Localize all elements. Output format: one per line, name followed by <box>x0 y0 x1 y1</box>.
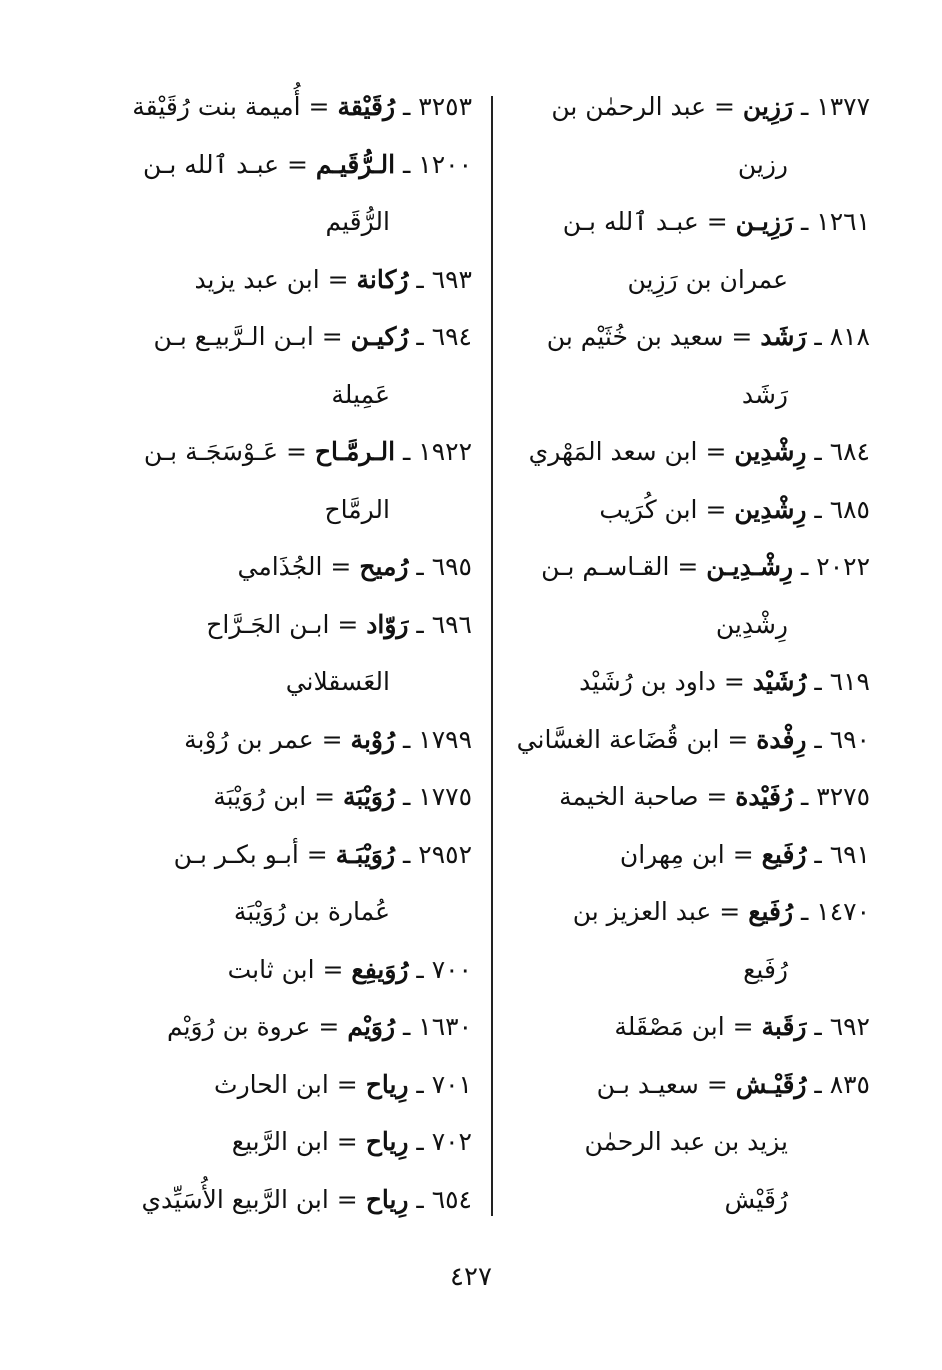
entry-name: رِشْدِين <box>734 494 807 524</box>
entry-number: ٦٩٠ <box>829 724 870 754</box>
entry-number: ١٧٩٩ <box>418 724 472 754</box>
entry-description: ابن عبد يزيد <box>194 264 320 294</box>
entry: ١٧٩٩ ـ رُوْبة = عمر بن رُوْبة <box>184 724 472 754</box>
entry-number: ١٢٦١ <box>816 207 870 236</box>
entry-number: ٧٠٢ <box>431 1127 472 1156</box>
entry-number: ١٢٠٠ <box>418 149 472 179</box>
entry-description: عبـد ٱلله بـن <box>143 149 280 179</box>
entry-number: ١٣٧٧ <box>816 92 870 121</box>
entry: ١٦٣٠ ـ رُوَيْم = عروة بن رُوَيْم <box>166 1012 472 1041</box>
entry-continuation: رَشَد <box>741 379 788 409</box>
entry-continuation: الرمَّاح <box>324 494 390 524</box>
entry-description: صاحبة الخيمة <box>559 782 699 811</box>
entry-description: عبد العزيز بن <box>572 897 712 926</box>
entry-number: ٦٩٥ <box>431 552 472 581</box>
entry-description: ابـن الـرَّبيـع بـن <box>153 322 314 351</box>
entry: ١٩٢٢ ـ الـرمَّـاح = عَـوْسَجَـة بـن الرمَّاح <box>112 423 472 538</box>
entry-description: عبـد ٱلله بـن <box>562 207 699 236</box>
entry-number: ٨٣٥ <box>829 1069 870 1099</box>
entry-continuation: العَسقلاني <box>285 667 390 696</box>
entry: ١٣٧٧ ـ رَزِين = عبد الرحمٰن بن رزين <box>510 78 870 193</box>
entry-description: ابن رُوَيْبَة <box>213 782 307 811</box>
entry: ٨١٨ ـ رَشَد = سعيد بن خُثَيْم بن رَشَد <box>510 308 870 423</box>
entry-description: داود بن رُشَيْد <box>579 667 716 696</box>
entry-number: ٦٩٦ <box>431 609 472 639</box>
entry-name: رَزِين <box>742 92 794 121</box>
entry-name: رُوَيفِع <box>351 954 409 984</box>
entry-number: ٧٠٠ <box>431 954 472 984</box>
entry-number: ٢٩٥٢ <box>418 839 472 869</box>
entry-number: ٦٥٤ <box>431 1184 472 1214</box>
entry-name: رُوْبة <box>350 724 396 754</box>
entry-description: ابن كُرَيب <box>599 494 698 524</box>
entry-description: سعيـد بـن <box>596 1069 699 1099</box>
entry-name: رَوّاد <box>366 609 409 639</box>
column-divider <box>491 96 493 1216</box>
entry-number: ٦٩١ <box>829 839 870 869</box>
entry-description: عَـوْسَجَـة بـن <box>143 437 279 466</box>
entry: ١٢٦١ ـ رَزِيـن = عبـد ٱلله بـن عمران بن رَزِين <box>510 193 870 308</box>
entry: ٦٨٤ ـ رِشْدِين = ابن سعد المَهْري <box>528 437 870 466</box>
entry-description: الجُذَامي <box>237 552 323 581</box>
entry-name: رُكانة <box>356 264 409 294</box>
entry-name: رِشْدِين <box>734 437 807 466</box>
right-column <box>510 78 870 1228</box>
entry-number: ٣٢٥٣ <box>418 92 472 121</box>
entry-name: رُفَيْدة <box>735 782 794 811</box>
entry-number: ٣٢٧٥ <box>816 782 870 811</box>
entry-description: عبد الرحمٰن بن <box>551 92 707 121</box>
entry-continuation: يزيد بن عبد الرحمٰن <box>584 1127 788 1156</box>
entry-name: رِياح <box>365 1069 409 1099</box>
entry: ٣٢٥٣ ـ رُقَيْقة = أُميمة بنت رُقَيْقة <box>132 92 472 121</box>
entry-name: رُميح <box>359 552 409 581</box>
entry-number: ١٤٧٠ <box>816 897 870 926</box>
entry: ٦٩٦ ـ رَوّاد = ابـن الجَـرَّاح العَسقلاني <box>112 596 472 711</box>
entry-name: رَقَبة <box>761 1012 807 1041</box>
entry-name: رُشَيْد <box>752 667 807 696</box>
entry-description: ابن مِهران <box>619 839 725 869</box>
entry: ٦٩٠ ـ رِفْدة = ابن قُضَاعة الغسَّاني <box>516 724 870 754</box>
entry-continuation: الرُّقَيم <box>325 207 390 236</box>
entry-description: القـاسـم بـن <box>541 552 670 581</box>
entry-number: ١٦٣٠ <box>418 1012 472 1041</box>
entry: ٨٣٥ ـ رُقَيْـش = سعيـد بـن يزيد بن عبد الرحمٰن رُقَيْش <box>510 1056 870 1229</box>
entry: ٦٩١ ـ رُفَيع = ابن مِهران <box>619 839 870 869</box>
entry-number: ٨١٨ <box>829 322 870 351</box>
entry: ٦٩٢ ـ رَقَبة = ابن مَصْقَلة <box>614 1012 870 1041</box>
entry: ٣٢٧٥ ـ رُفَيْدة = صاحبة الخيمة <box>559 782 870 811</box>
entry-number: ١٩٢٢ <box>418 437 472 466</box>
entry: ٦٩٥ ـ رُميح = الجُذَامي <box>237 552 472 581</box>
entry-number: ٦٨٥ <box>829 494 870 524</box>
entry-number: ٦١٩ <box>829 667 870 696</box>
entry-name: رُقَيْقة <box>337 92 396 121</box>
entry: ٦١٩ ـ رُشَيْد = داود بن رُشَيْد <box>579 667 870 696</box>
entry-continuation: عمران بن رَزِين <box>627 264 788 294</box>
entry-continuation: عُمارة بن رُوَيْبَة <box>233 897 390 926</box>
entry: ٢٩٥٢ ـ رُوَيْبَـة = أبـو بكـر بـن عُمارة بن رُوَيْبَة <box>112 826 472 941</box>
entry-number: ٦٨٤ <box>829 437 870 466</box>
entry-continuation: رِشْدِين <box>715 609 788 639</box>
entry-number: ٢٠٢٢ <box>816 552 870 581</box>
entry-description: أبـو بكـر بـن <box>173 839 299 869</box>
entry: ٦٨٥ ـ رِشْدِين = ابن كُرَيب <box>599 494 870 524</box>
entry-description: ابن مَصْقَلة <box>614 1012 725 1041</box>
entry-name: الـرمَّـاح <box>314 437 396 466</box>
entry-description: عروة بن رُوَيْم <box>166 1012 311 1041</box>
entry-name: رُوَيْم <box>347 1012 396 1041</box>
entry-description: ابـن الجَـرَّاح <box>206 609 330 639</box>
entry-description: سعيد بن خُثَيْم بن <box>546 322 724 351</box>
left-column <box>112 78 472 1228</box>
entry-description: ابن قُضَاعة الغسَّاني <box>516 724 720 754</box>
entry-description: ابن سعد المَهْري <box>528 437 698 466</box>
entry: ٢٠٢٢ ـ رِشْـدِيـن = القـاسـم بـن رِشْدِين <box>510 538 870 653</box>
entry-number: ٦٩٤ <box>431 322 472 351</box>
entry: ٦٩٣ ـ رُكانة = ابن عبد يزيد <box>194 264 472 294</box>
page-number: ٤٢٧ <box>450 1262 492 1292</box>
entry-continuation: رزين <box>737 149 788 179</box>
entry-name: رُكيـن <box>350 322 409 351</box>
entry-name: رَزِيـن <box>735 207 794 236</box>
entry: ٧٠١ ـ رِياح = ابن الحارث <box>214 1069 472 1099</box>
entry-name: رِياح <box>365 1184 409 1214</box>
entry-number: ٦٩٢ <box>829 1012 870 1041</box>
entry-continuation: رُفَيع <box>743 954 788 984</box>
entry: ٧٠٠ ـ رُوَيفِع = ابن ثابت <box>227 954 472 984</box>
entry-description: ابن الرَّبيع <box>231 1127 329 1156</box>
entry-number: ١٧٧٥ <box>418 782 472 811</box>
entry: ٧٠٢ ـ رِياح = ابن الرَّبيع <box>231 1127 472 1156</box>
entry-description: ابن الرَّبيع الأُسَيِّدي <box>141 1184 329 1214</box>
entry-description: عمر بن رُوْبة <box>184 724 314 754</box>
entry-number: ٦٩٣ <box>431 264 472 294</box>
entry-name: رُقَيْـش <box>735 1069 807 1099</box>
entry-continuation: عَمِيلة <box>331 379 390 409</box>
entry-name: رُوَيْبَة <box>343 782 396 811</box>
entry-name: رُفَيع <box>748 897 794 926</box>
entry-continuation: رُقَيْش <box>724 1184 788 1214</box>
entry: ٦٩٤ ـ رُكيـن = ابـن الـرَّبيـع بـن عَمِيلة <box>112 308 472 423</box>
entry-description: ابن ثابت <box>227 954 315 984</box>
entry-name: رِفْدة <box>756 724 807 754</box>
entry: ١٢٠٠ ـ الـرُّقَيـم = عبـد ٱلله بـن الرُّقَيم <box>112 136 472 251</box>
entry-name: رُوَيْبَـة <box>335 839 396 869</box>
entry-description: ابن الحارث <box>214 1069 329 1099</box>
entry-name: رُفَيع <box>761 839 807 869</box>
entry-number: ٧٠١ <box>431 1069 472 1099</box>
entry-name: رِياح <box>365 1127 409 1156</box>
entry-description: أُميمة بنت رُقَيْقة <box>132 92 301 121</box>
entry: ٦٥٤ ـ رِياح = ابن الرَّبيع الأُسَيِّدي <box>141 1184 472 1214</box>
entry: ١٧٧٥ ـ رُوَيْبَة = ابن رُوَيْبَة <box>213 782 472 811</box>
entry-name: رَشَد <box>760 322 807 351</box>
entry-name: رِشْـدِيـن <box>706 552 794 581</box>
entry-name: الـرُّقَيـم <box>315 149 396 179</box>
entry: ١٤٧٠ ـ رُفَيع = عبد العزيز بن رُفَيع <box>510 883 870 998</box>
